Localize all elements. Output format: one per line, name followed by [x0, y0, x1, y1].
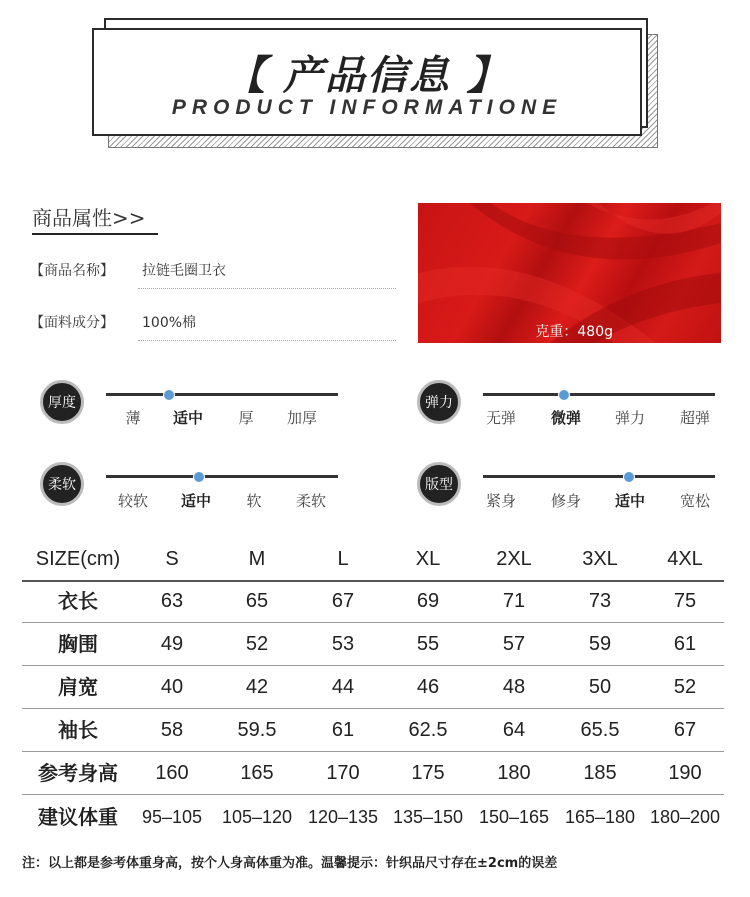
row-label: 袖长 [58, 718, 98, 742]
size-note: 注：以上都是参考体重身高，按个人身高体重为准。温馨提示：针织品尺寸存在±2cm的误差 [22, 856, 558, 871]
scale-option: 适中 [180, 492, 211, 510]
scale-indicator [558, 389, 570, 401]
scale-indicator [163, 389, 175, 401]
attr-divider [138, 340, 396, 341]
table-cell: 49 [160, 633, 184, 655]
table-cell: 46 [416, 676, 440, 698]
size-table-row [22, 752, 724, 795]
header-title: 【 产品信息 】 [225, 53, 509, 99]
table-cell: 61 [331, 719, 355, 741]
scale-option: 较软 [117, 492, 148, 510]
scale-option: 适中 [614, 492, 645, 510]
table-cell: 3XL [582, 548, 618, 570]
attr-divider [138, 288, 396, 289]
scale-option: 加厚 [286, 409, 317, 427]
table-cell: 160 [155, 762, 189, 784]
table-cell: L [337, 548, 349, 570]
table-cell: 55 [416, 633, 440, 655]
table-cell: 180–200 [649, 807, 721, 827]
scale-option: 微弹 [550, 409, 581, 427]
scale-badge: 版型 [417, 462, 461, 506]
table-cell: 52 [673, 676, 697, 698]
table-cell: 65.5 [580, 719, 620, 741]
table-cell: 59 [588, 633, 612, 655]
table-cell: 42 [245, 676, 269, 698]
attributes-heading: 商品属性>> [32, 206, 146, 230]
table-cell: 59.5 [237, 719, 277, 741]
scale-option: 厚 [238, 409, 254, 427]
table-cell: 165 [240, 762, 274, 784]
table-cell: 190 [668, 762, 702, 784]
table-cell: XL [415, 548, 441, 570]
table-cell: 53 [331, 633, 355, 655]
table-cell: 62.5 [408, 719, 448, 741]
table-cell: 180 [497, 762, 531, 784]
row-label: 衣长 [58, 589, 98, 613]
table-cell: S [165, 548, 179, 570]
scale-option: 柔软 [295, 492, 326, 510]
size-table-row [22, 623, 724, 666]
scale-option: 弹力 [614, 409, 645, 427]
table-cell: M [248, 548, 266, 570]
table-cell: 61 [673, 633, 697, 655]
table-cell: 170 [326, 762, 360, 784]
table-cell: 95–105 [141, 807, 203, 827]
scale-option: 薄 [125, 409, 141, 427]
scale-option: 宽松 [679, 492, 710, 510]
table-cell: 67 [331, 590, 355, 612]
scale-track [106, 393, 338, 396]
table-cell: 40 [160, 676, 184, 698]
attr-value-name: 拉链毛圈卫衣 [142, 263, 226, 279]
attr-label-fabric: 【面料成分】 [30, 315, 114, 331]
table-cell: 44 [331, 676, 355, 698]
fabric-weight-caption: 克重：480g [535, 324, 613, 340]
row-label: 胸围 [58, 632, 98, 656]
fabric-photo [418, 203, 721, 343]
row-label: 参考身高 [38, 761, 118, 785]
table-cell: 69 [416, 590, 440, 612]
size-table-row [22, 709, 724, 752]
table-cell: 64 [502, 719, 526, 741]
scale-option: 紧身 [485, 492, 516, 510]
scale-option: 适中 [172, 409, 203, 427]
table-cell: 48 [502, 676, 526, 698]
attr-value-fabric: 100%棉 [142, 315, 197, 331]
table-cell: 73 [588, 590, 612, 612]
size-table-row [22, 796, 724, 838]
scale-badge: 厚度 [40, 380, 84, 424]
scale-track [483, 475, 715, 478]
scale-badge: 柔软 [40, 462, 84, 506]
table-cell: 185 [583, 762, 617, 784]
scale-option: 超弹 [679, 409, 710, 427]
scale-track [106, 475, 338, 478]
scale-indicator [623, 471, 635, 483]
row-label: 建议体重 [38, 805, 118, 829]
table-cell: 120–135 [307, 807, 379, 827]
table-cell: 4XL [667, 548, 703, 570]
row-label: SIZE(cm) [35, 548, 121, 570]
table-cell: 50 [588, 676, 612, 698]
table-cell: 75 [673, 590, 697, 612]
size-table-header [22, 538, 724, 582]
size-table-row [22, 580, 724, 623]
attr-label-name: 【商品名称】 [30, 263, 114, 279]
table-cell: 105–120 [221, 807, 293, 827]
table-cell: 2XL [496, 548, 532, 570]
header-subtitle: PRODUCT INFORMATIONE [171, 96, 563, 119]
table-cell: 67 [673, 719, 697, 741]
scale-track [483, 393, 715, 396]
scale-badge: 弹力 [417, 380, 461, 424]
scale-option: 修身 [550, 492, 581, 510]
scale-option: 软 [246, 492, 262, 510]
table-cell: 58 [160, 719, 184, 741]
table-cell: 65 [245, 590, 269, 612]
table-cell: 63 [160, 590, 184, 612]
size-table-row [22, 666, 724, 709]
row-label: 肩宽 [58, 675, 98, 699]
table-cell: 150–165 [478, 807, 550, 827]
table-cell: 52 [245, 633, 269, 655]
scale-indicator [193, 471, 205, 483]
attributes-underline [32, 233, 158, 235]
table-cell: 175 [411, 762, 445, 784]
table-cell: 165–180 [564, 807, 636, 827]
table-cell: 71 [502, 590, 526, 612]
table-cell: 135–150 [392, 807, 464, 827]
scale-option: 无弹 [485, 409, 516, 427]
table-cell: 57 [502, 633, 526, 655]
